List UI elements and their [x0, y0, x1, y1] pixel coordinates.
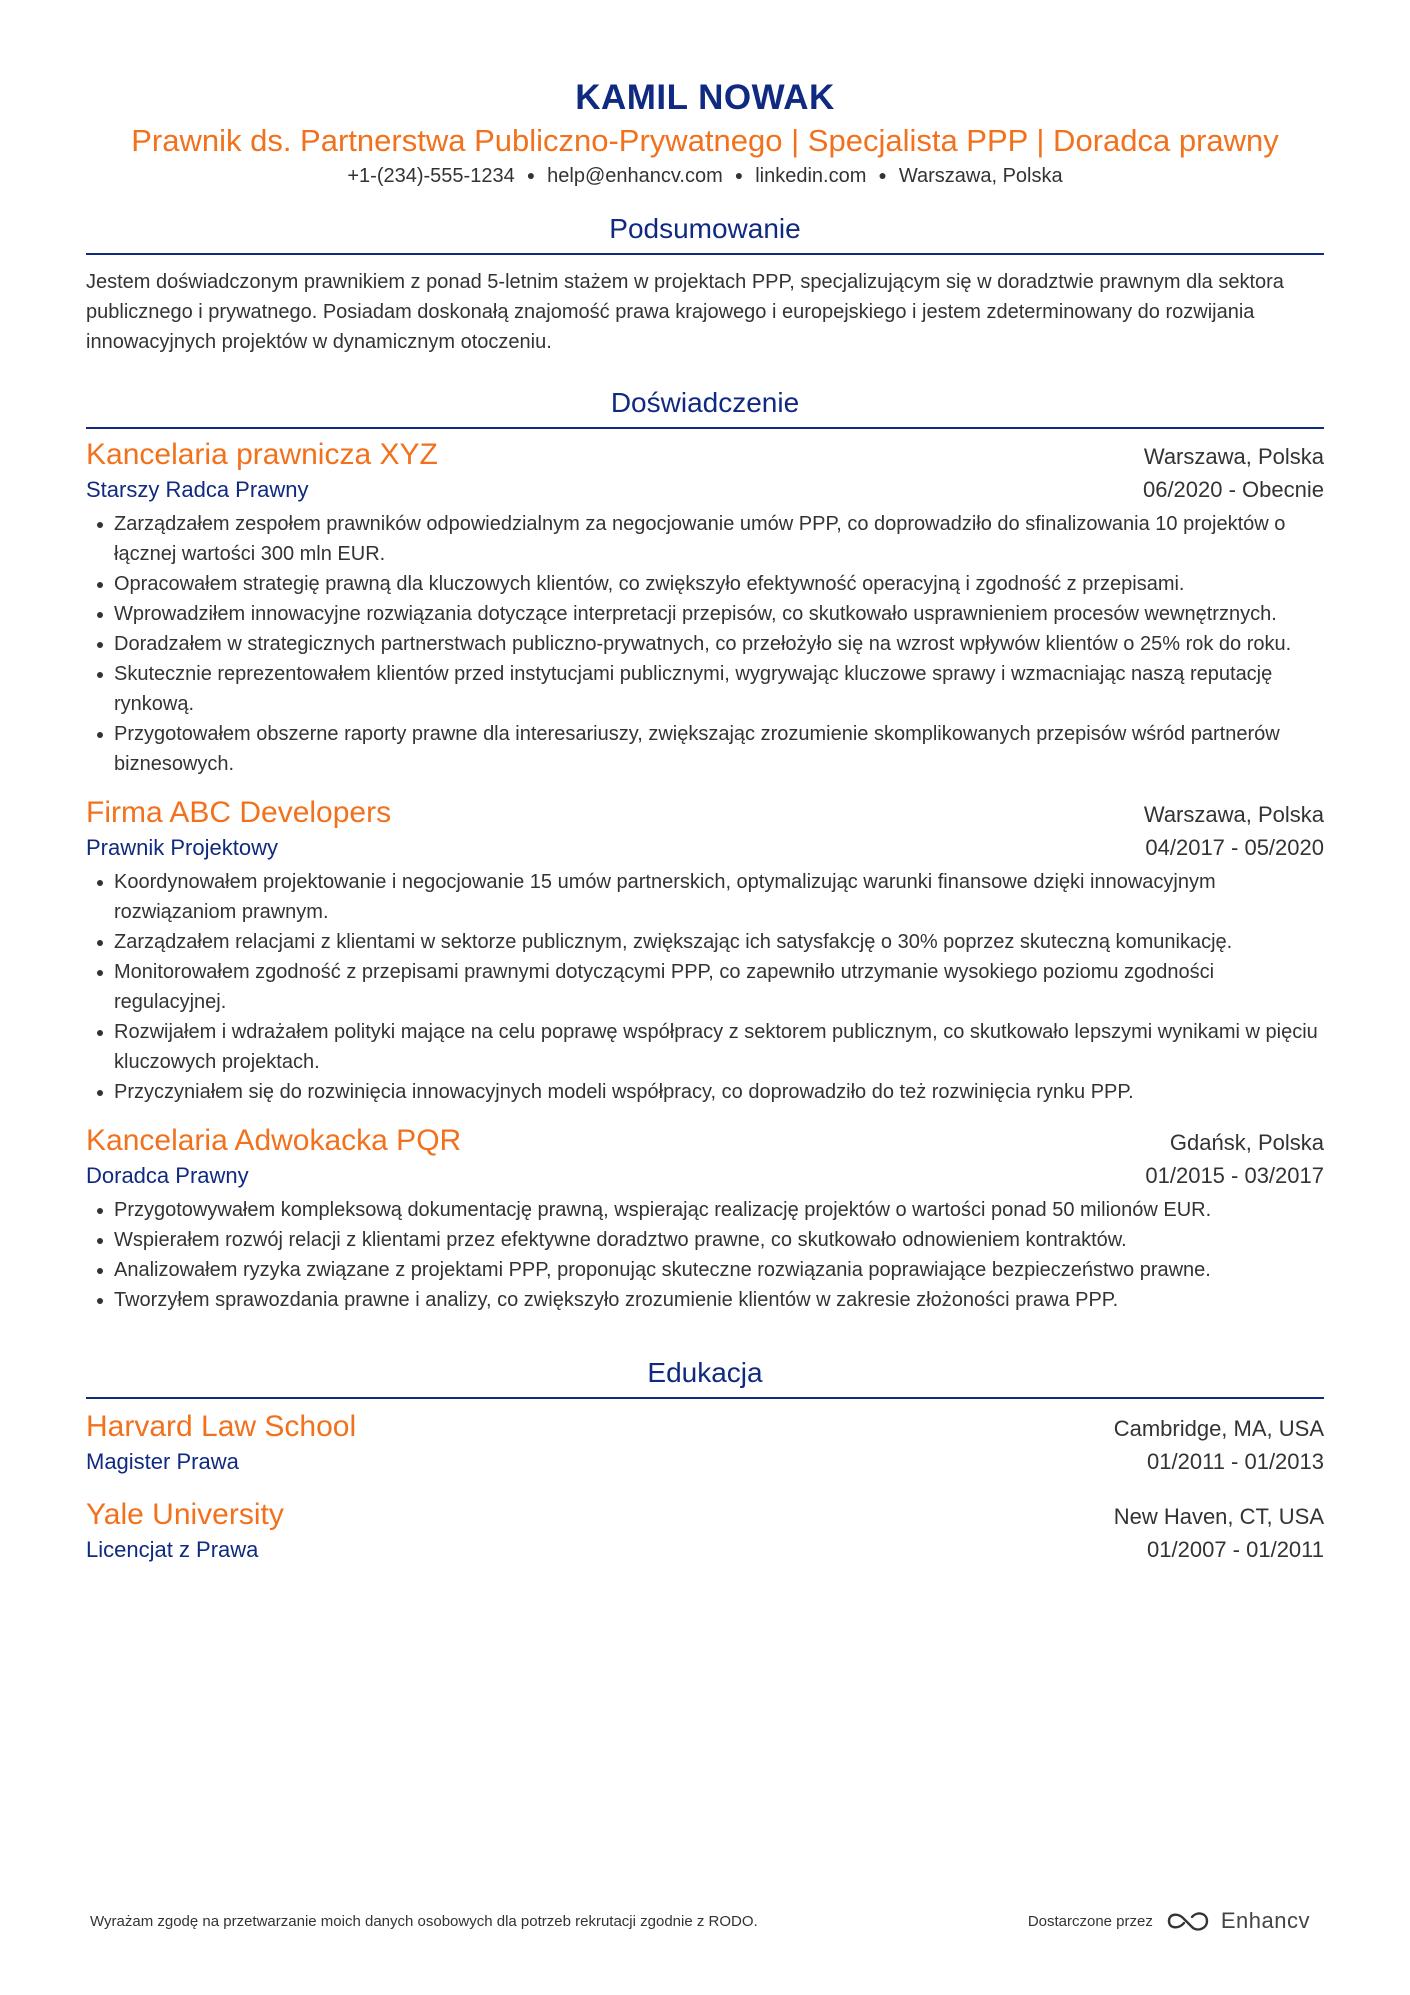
education-degree: Licencjat z Prawa: [86, 1537, 259, 1562]
education-dates: 01/2007 - 01/2011: [1147, 1537, 1324, 1562]
bullet-item: Analizowałem ryzyka związane z projektami PPP, proponując skuteczne rozwiązania poprawiające bezpieczeństwo prawne.: [86, 1255, 1324, 1285]
job-entry: [86, 435, 1324, 779]
job-role: Prawnik Projektowy: [86, 835, 278, 860]
bullet-item: Przyczyniałem się do rozwinięcia innowacyjnych modeli współpracy, co doprowadziło do też rozwinięcia rynku PPP.: [86, 1077, 1324, 1107]
contact-linkedin[interactable]: linkedin.com: [755, 165, 867, 187]
contact-location: Warszawa, Polska: [898, 165, 1063, 187]
job-bullets: [86, 1195, 1324, 1315]
job-bullets: [86, 867, 1324, 1107]
education-location: Cambridge, MA, USA: [1113, 1416, 1324, 1441]
experience-section: [86, 385, 1324, 1315]
bullet-item: Zarządzałem zespołem prawników odpowiedzialnym za negocjowanie umów PPP, co doprowadziło do sfinalizowania 10 projektów o łącznej wartości 300 mln EUR.: [86, 509, 1324, 569]
candidate-headline: Prawnik ds. Partnerstwa Publiczno-Prywatnego | Specjalista PPP | Doradca prawny: [131, 123, 1279, 158]
resume-content: [86, 0, 1324, 1565]
separator-dot-icon: ●: [526, 167, 536, 183]
job-dates: 06/2020 - Obecnie: [1142, 477, 1324, 502]
job-location: Warszawa, Polska: [1143, 444, 1324, 469]
bullet-item: Wprowadziłem innowacyjne rozwiązania dotyczące interpretacji przepisów, co skutkowało usprawnieniem procesów wewnętrznych.: [86, 599, 1324, 629]
candidate-name: KAMIL NOWAK: [575, 78, 835, 117]
job-company: Firma ABC Developers: [86, 796, 392, 829]
brand-name: Enhancv: [1220, 1908, 1310, 1933]
bullet-item: Skutecznie reprezentowałem klientów przed instytucjami publicznymi, wygrywając kluczowe sprawy i wzmacniając naszą reputację rynkową.: [86, 659, 1324, 719]
contact-email[interactable]: help@enhancv.com: [547, 165, 723, 187]
job-role: Doradca Prawny: [86, 1163, 249, 1188]
gdpr-consent: Wyrażam zgodę na przetwarzanie moich danych osobowych dla potrzeb rekrutacji zgodnie z RODO.: [90, 1912, 758, 1930]
job-bullets: [86, 509, 1324, 779]
job-location: Warszawa, Polska: [1143, 802, 1324, 827]
education-entry: [86, 1407, 1324, 1477]
bullet-item: Rozwijałem i wdrażałem polityki mające na celu poprawę współpracy z sektorem publicznym, co skutkowało lepszymi wynikami w pięciu kluczowych projektach.: [86, 1017, 1324, 1077]
bullet-item: Monitorowałem zgodność z przepisami prawnymi dotyczącymi PPP, co zapewniło utrzymanie wysokiego poziomu zgodności regulacyjnej.: [86, 957, 1324, 1017]
enhancv-logo-icon: [1165, 1909, 1211, 1933]
education-school: Yale University: [86, 1498, 284, 1531]
contact-phone: +1-(234)-555-1234: [347, 165, 515, 187]
footer: [90, 1908, 1310, 1934]
job-entry: [86, 1121, 1324, 1315]
job-dates: 04/2017 - 05/2020: [1145, 835, 1324, 860]
education-section: [86, 1355, 1324, 1565]
summary-text: Jestem doświadczonym prawnikiem z ponad 5-letnim stażem w projektach PPP, specjalizującym się w doradztwie prawnym dla sektora publicznego i prywatnego. Posiadam doskonałą znajomość prawa krajowego i europejskiego i jestem zdeterminowany do rozwijania innowacyjnych projektów w dynamicznym otoczeniu.: [86, 271, 1284, 353]
job-entry: [86, 793, 1324, 1107]
bullet-item: Opracowałem strategię prawną dla kluczowych klientów, co zwiększyło efektywność operacyjną i zgodność z przepisami.: [86, 569, 1324, 599]
bullet-item: Koordynowałem projektowanie i negocjowanie 15 umów partnerskich, optymalizując warunki finansowe dzięki innowacyjnym rozwiązaniom prawnym.: [86, 867, 1324, 927]
bullet-item: Doradzałem w strategicznych partnerstwach publiczno-prywatnych, co przełożyło się na wzrost wpływów klientów o 25% rok do roku.: [86, 629, 1324, 659]
job-company: Kancelaria Adwokacka PQR: [86, 1124, 462, 1157]
brand-credit[interactable]: [1028, 1908, 1310, 1934]
job-dates: 01/2015 - 03/2017: [1145, 1163, 1324, 1188]
bullet-item: Wspierałem rozwój relacji z klientami przez efektywne doradztwo prawne, co skutkowało odnowieniem kontraktów.: [86, 1225, 1324, 1255]
education-entry: [86, 1495, 1324, 1565]
bullet-item: Przygotowywałem kompleksową dokumentację prawną, wspierając realizację projektów o wartości ponad 50 milionów EUR.: [86, 1195, 1324, 1225]
summary-section: [86, 211, 1324, 357]
experience-title: Doświadczenie: [86, 385, 1324, 429]
education-location: New Haven, CT, USA: [1113, 1504, 1324, 1529]
education-school: Harvard Law School: [86, 1410, 357, 1443]
education-dates: 01/2011 - 01/2013: [1147, 1449, 1324, 1474]
separator-dot-icon: ●: [878, 167, 887, 183]
contact-line: [86, 162, 1324, 189]
education-degree: Magister Prawa: [86, 1449, 239, 1474]
job-role: Starszy Radca Prawny: [86, 477, 309, 502]
powered-by-label: Dostarczone przez: [1027, 1912, 1153, 1930]
education-title: Edukacja: [86, 1355, 1324, 1399]
job-location: Gdańsk, Polska: [1169, 1130, 1324, 1155]
bullet-item: Przygotowałem obszerne raporty prawne dla interesariuszy, zwiększając zrozumienie skomplikowanych przepisów wśród partnerów biznesowych.: [86, 719, 1324, 779]
summary-title: Podsumowanie: [86, 211, 1324, 255]
separator-dot-icon: ●: [734, 167, 744, 183]
bullet-item: Zarządzałem relacjami z klientami w sektorze publicznym, zwiększając ich satysfakcję o 30% poprzez skuteczną komunikację.: [86, 927, 1324, 957]
job-company: Kancelaria prawnicza XYZ: [86, 438, 438, 471]
bullet-item: Tworzyłem sprawozdania prawne i analizy, co zwiększyło zrozumienie klientów w zakresie złożoności prawa PPP.: [86, 1285, 1324, 1315]
